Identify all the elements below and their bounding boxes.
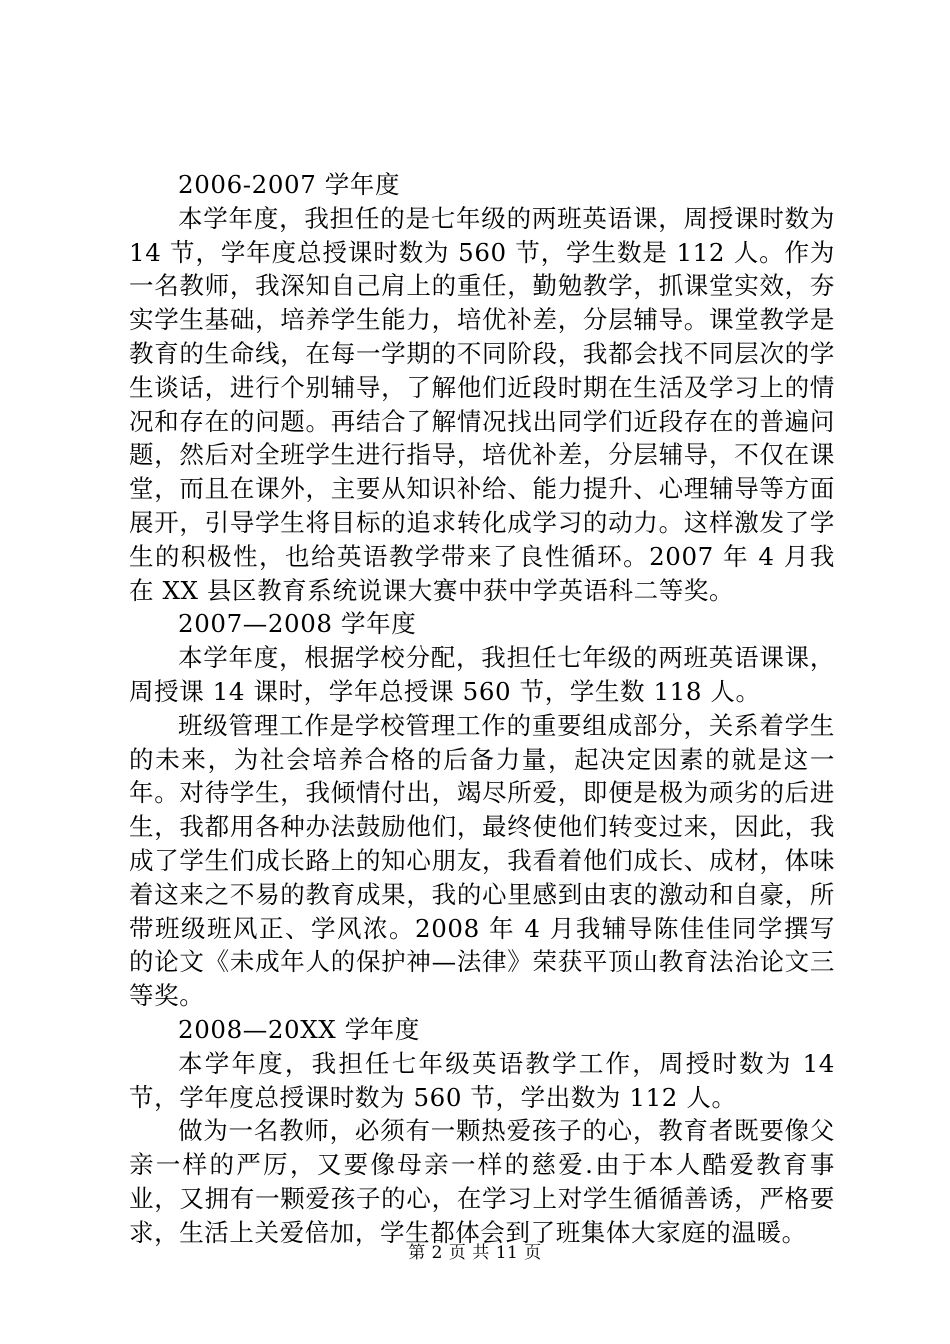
section-heading-2006-2007: 2006-2007 学年度 [178, 170, 401, 199]
paragraph-2008-20xx-teacher-role: 做为一名教师，必须有一颗热爱孩子的心，教育者既要像父亲一样的严厉，又要像母亲一样的慈爱.由于本人酷爱教育事业，又拥有一颗爱孩子的心，在学习上对学生循循善诱，严格要求，生活上关爱倍加，学生都体会到了班集体大家庭的温暖。 [129, 1116, 835, 1247]
paragraph-2007-2008-teaching: 本学年度，根据学校分配，我担任七年级的两班英语课课，周授课 14 课时，学年总授课 560 节，学生数 118 人。 [129, 643, 835, 706]
paragraph-2008-20xx-teaching: 本学年度，我担任七年级英语教学工作，周授时数为 14 节，学年度总授课时数为 560 节，学出数为 112 人。 [129, 1048, 835, 1112]
section-heading-2007-2008: 2007—2008 学年度 [178, 609, 417, 639]
paragraph-2007-2008-class-management: 班级管理工作是学校管理工作的重要组成部分，关系着学生的未来，为社会培养合格的后备力量，起决定因素的就是这一年。对待学生，我倾情付出，竭尽所爱，即便是极为顽劣的后进生，我都用各种办法鼓励他们，最终使他们转变过来，因此，我成了学生们成长路上的知心朋友，我看着他们成长、成材，体味着这来之不易的教育成果，我的心里感到由衷的激动和自豪，所带班级班风正、学风浓。2008 年 4 月我辅导陈佳佳同学撰写的论文《未成年人的保护神—法律》荣获平顶山教育法治论文三等奖。 [129, 710, 835, 1011]
document-body [129, 168, 835, 1250]
section-heading-2008-20xx: 2008—20XX 学年度 [178, 1014, 420, 1044]
paragraph-2006-2007-summary: 本学年度，我担任的是七年级的两班英语课，周授课时数为 14 节，学年度总授课时数为 560 节，学生数是 112 人。作为一名教师，我深知自己肩上的重任，勤勉教学，抓课堂实效，夯实学生基础，培养学生能力，培优补差，分层辅导。课堂教学是教育的生命线，在每一学期的不同阶段，我都会找不同层次的学生谈话，进行个别辅导，了解他们近段时期在生活及学习上的情况和存在的问题。再结合了解情况找出同学们近段存在的普遍问题，然后对全班学生进行指导，培优补差，分层辅导，不仅在课堂，而且在课外，主要从知识补给、能力提升、心理辅导等方面展开，引导学生将目标的追求转化成学习的动力。这样激发了学生的积极性，也给英语教学带来了良性循环。2007 年 4 月我在 XX 县区教育系统说课大赛中获中学英语科二等奖。 [129, 203, 835, 605]
page-number-footer: 第 2 页 共 11 页 [408, 1243, 542, 1263]
